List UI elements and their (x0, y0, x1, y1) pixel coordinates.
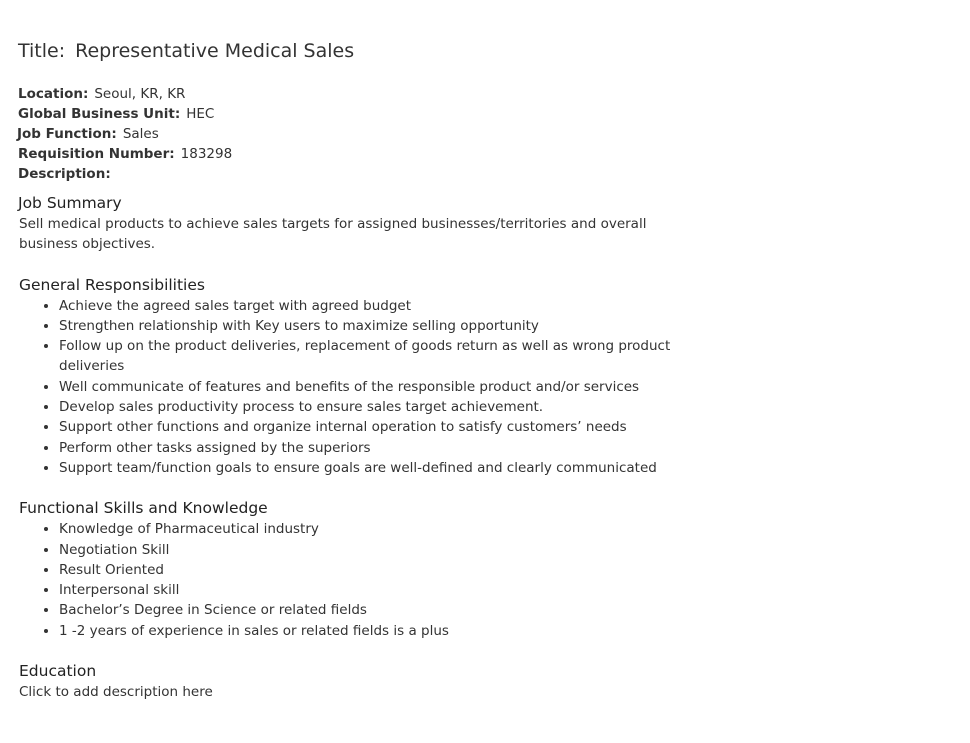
location-label: Location: (18, 86, 89, 102)
requisition-label: Requisition Number: (18, 146, 175, 162)
list-item: • Follow up on the product deliveries, replacement of goods return as well as wrong product deliveries (59, 336, 709, 377)
job-function-value: Sales (122, 126, 159, 142)
list-item: • Negotiation Skill (59, 540, 709, 560)
list-item: • Knowledge of Pharmaceutical industry (59, 519, 709, 539)
functional-skills-heading: Functional Skills and Knowledge (19, 499, 268, 518)
job-function-label: Job Function: (17, 126, 117, 142)
location-value: Seoul, KR, KR (94, 86, 186, 102)
requisition-row (18, 144, 232, 164)
job-summary-text: Sell medical products to achieve sales targets for assigned businesses/territories and overall business objectives. (19, 216, 647, 253)
list-item: • 1 -2 years of experience in sales or related fields is a plus (59, 621, 709, 641)
description-label: Description: (18, 166, 111, 182)
list-item: • Support team/function goals to ensure goals are well-defined and clearly communicated (59, 458, 709, 478)
business-unit-value: HEC (186, 106, 215, 122)
job-description (19, 193, 709, 702)
list-item: • Achieve the agreed sales target with agreed budget (59, 296, 709, 316)
general-responsibilities-heading: General Responsibilities (19, 275, 205, 294)
education-text: Click to add description here (19, 684, 213, 701)
list-item: • Strengthen relationship with Key users to maximize selling opportunity (59, 316, 709, 336)
list-item: • Perform other tasks assigned by the superiors (59, 438, 709, 458)
general-responsibilities-list (19, 296, 709, 479)
business-unit-row (18, 104, 232, 124)
job-title-row (18, 40, 354, 62)
description-label-row (18, 164, 232, 184)
education-heading: Education (19, 662, 97, 681)
list-item: • Interpersonal skill (59, 580, 709, 600)
list-item: • Result Oriented (59, 560, 709, 580)
list-item: • Support other functions and organize internal operation to satisfy customers’ needs (59, 417, 709, 437)
location-row (18, 84, 232, 104)
list-item: • Well communicate of features and benefits of the responsible product and/or services (59, 377, 709, 397)
title-label: Title: (18, 40, 66, 62)
job-title: Representative Medical Sales (75, 40, 355, 62)
business-unit-label: Global Business Unit: (18, 106, 181, 122)
requisition-value: 183298 (180, 146, 233, 162)
list-item: • Bachelor’s Degree in Science or related fields (59, 600, 709, 620)
job-summary-heading: Job Summary (18, 194, 122, 212)
list-item: • Develop sales productivity process to ensure sales target achievement. (59, 397, 709, 417)
functional-skills-list (19, 519, 709, 641)
job-function-row (17, 124, 232, 144)
job-meta (18, 84, 232, 184)
